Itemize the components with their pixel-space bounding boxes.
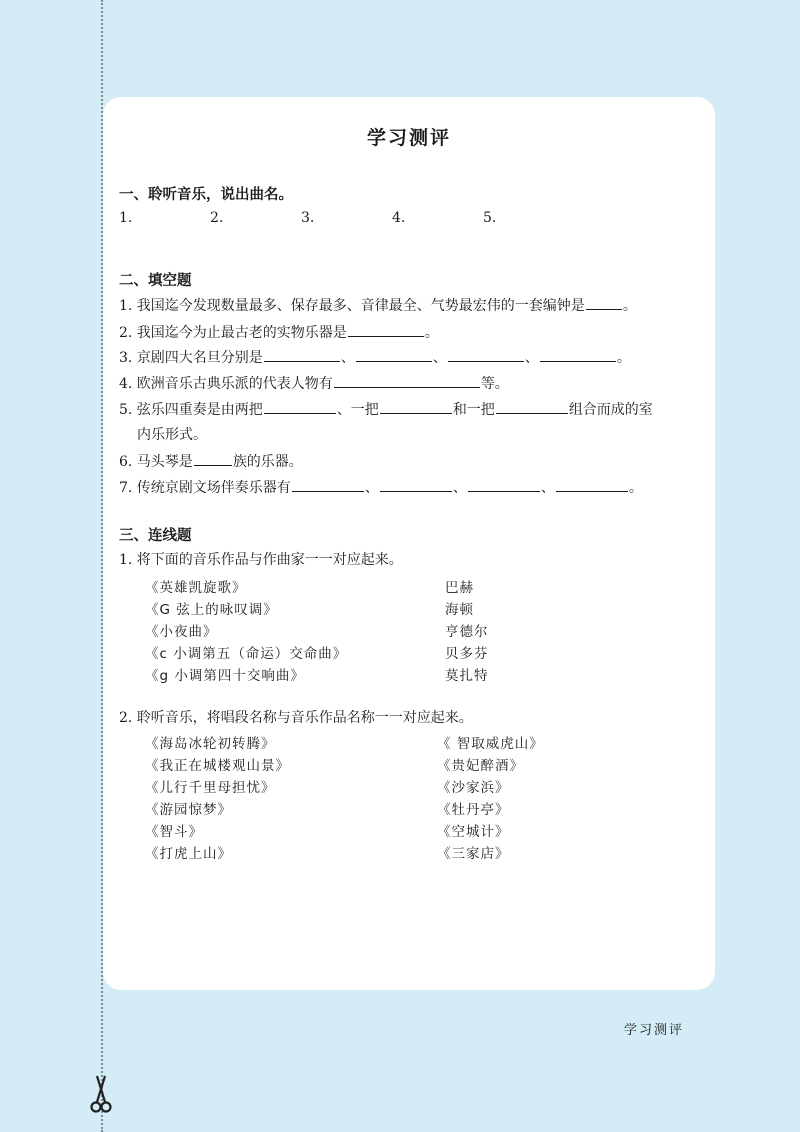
opera-item[interactable]: 《沙家浜》 [437,780,510,796]
answer-blank[interactable] [468,477,540,492]
opera-item[interactable]: 《贵妃醉酒》 [437,758,524,774]
listen-number-3: 3. [301,210,315,226]
answer-blank[interactable] [356,347,432,362]
fill-question-5: 5. 弦乐四重奏是由两把 、一把 和一把 组合而成的室 [119,399,653,419]
answer-blank[interactable] [348,322,424,337]
aria-item[interactable]: 《智斗》 [145,824,203,840]
opera-item[interactable]: 《 智取威虎山》 [437,736,544,752]
fill-question-2: 2. 我国迄今为止最古老的实物乐器是 。 [119,322,439,342]
listen-number-5: 5. [483,210,497,226]
matching-question-1-prompt: 1. 将下面的音乐作品与作曲家一一对应起来。 [119,552,403,568]
matching-question-2-prompt: 2. 聆听音乐，将唱段名称与音乐作品名称一一对应起来。 [119,710,473,726]
opera-item[interactable]: 《空城计》 [437,824,510,840]
answer-blank[interactable] [380,399,452,414]
composer-item[interactable]: 海顿 [445,602,474,618]
answer-blank[interactable] [334,373,480,388]
music-work-item[interactable]: 《英雄凯旋歌》 [145,580,247,596]
answer-blank[interactable] [496,399,568,414]
test-card [103,97,715,990]
aria-item[interactable]: 《海岛冰轮初转腾》 [145,736,276,752]
fill-question-5-continued: 内乐形式。 [137,427,207,443]
music-work-item[interactable]: 《G 弦上的咏叹调》 [145,602,278,618]
composer-item[interactable]: 巴赫 [445,580,474,596]
music-work-item[interactable]: 《g 小调第四十交响曲》 [145,668,305,684]
footer-label: 学习测评 [624,1023,685,1038]
aria-item[interactable]: 《我正在城楼观山景》 [145,758,290,774]
answer-blank[interactable] [264,347,340,362]
listening-numbers [119,210,679,230]
fill-question-3: 3. 京剧四大名旦分别是 、 、 、 。 [119,347,631,367]
aria-item[interactable]: 《游园惊梦》 [145,802,232,818]
aria-item[interactable]: 《儿行千里母担忧》 [145,780,276,796]
answer-blank[interactable] [586,295,622,310]
composer-item[interactable]: 莫扎特 [445,668,489,684]
composer-item[interactable]: 亨德尔 [445,624,489,640]
scissors-icon [88,1074,114,1114]
fill-question-1: 1. 我国迄今发现数量最多、保存最多、音律最全、气势最宏伟的一套编钟是 。 [119,295,637,315]
section2-heading: 二、填空题 [119,273,192,289]
answer-blank[interactable] [448,347,524,362]
section1-heading: 一、聆听音乐，说出曲名。 [119,187,293,203]
page-title: 学习测评 [366,127,451,149]
fill-question-7: 7. 传统京剧文场伴奏乐器有 、 、 、 。 [119,477,643,497]
answer-blank[interactable] [556,477,628,492]
fill-question-4: 4. 欧洲音乐古典乐派的代表人物有 等。 [119,373,509,393]
answer-blank[interactable] [292,477,364,492]
aria-item[interactable]: 《打虎上山》 [145,846,232,862]
answer-blank[interactable] [194,451,232,466]
answer-blank[interactable] [540,347,616,362]
music-work-item[interactable]: 《c 小调第五（命运）交命曲》 [145,646,348,662]
answer-blank[interactable] [264,399,336,414]
music-work-item[interactable]: 《小夜曲》 [145,624,218,640]
listen-number-2: 2. [210,210,224,226]
listen-number-1: 1. [119,210,133,226]
answer-blank[interactable] [380,477,452,492]
listen-number-4: 4. [392,210,406,226]
fill-question-6: 6. 马头琴是 族的乐器。 [119,451,303,471]
section3-heading: 三、连线题 [119,528,192,544]
opera-item[interactable]: 《牡丹亭》 [437,802,510,818]
opera-item[interactable]: 《三家店》 [437,846,510,862]
composer-item[interactable]: 贝多芬 [445,646,489,662]
